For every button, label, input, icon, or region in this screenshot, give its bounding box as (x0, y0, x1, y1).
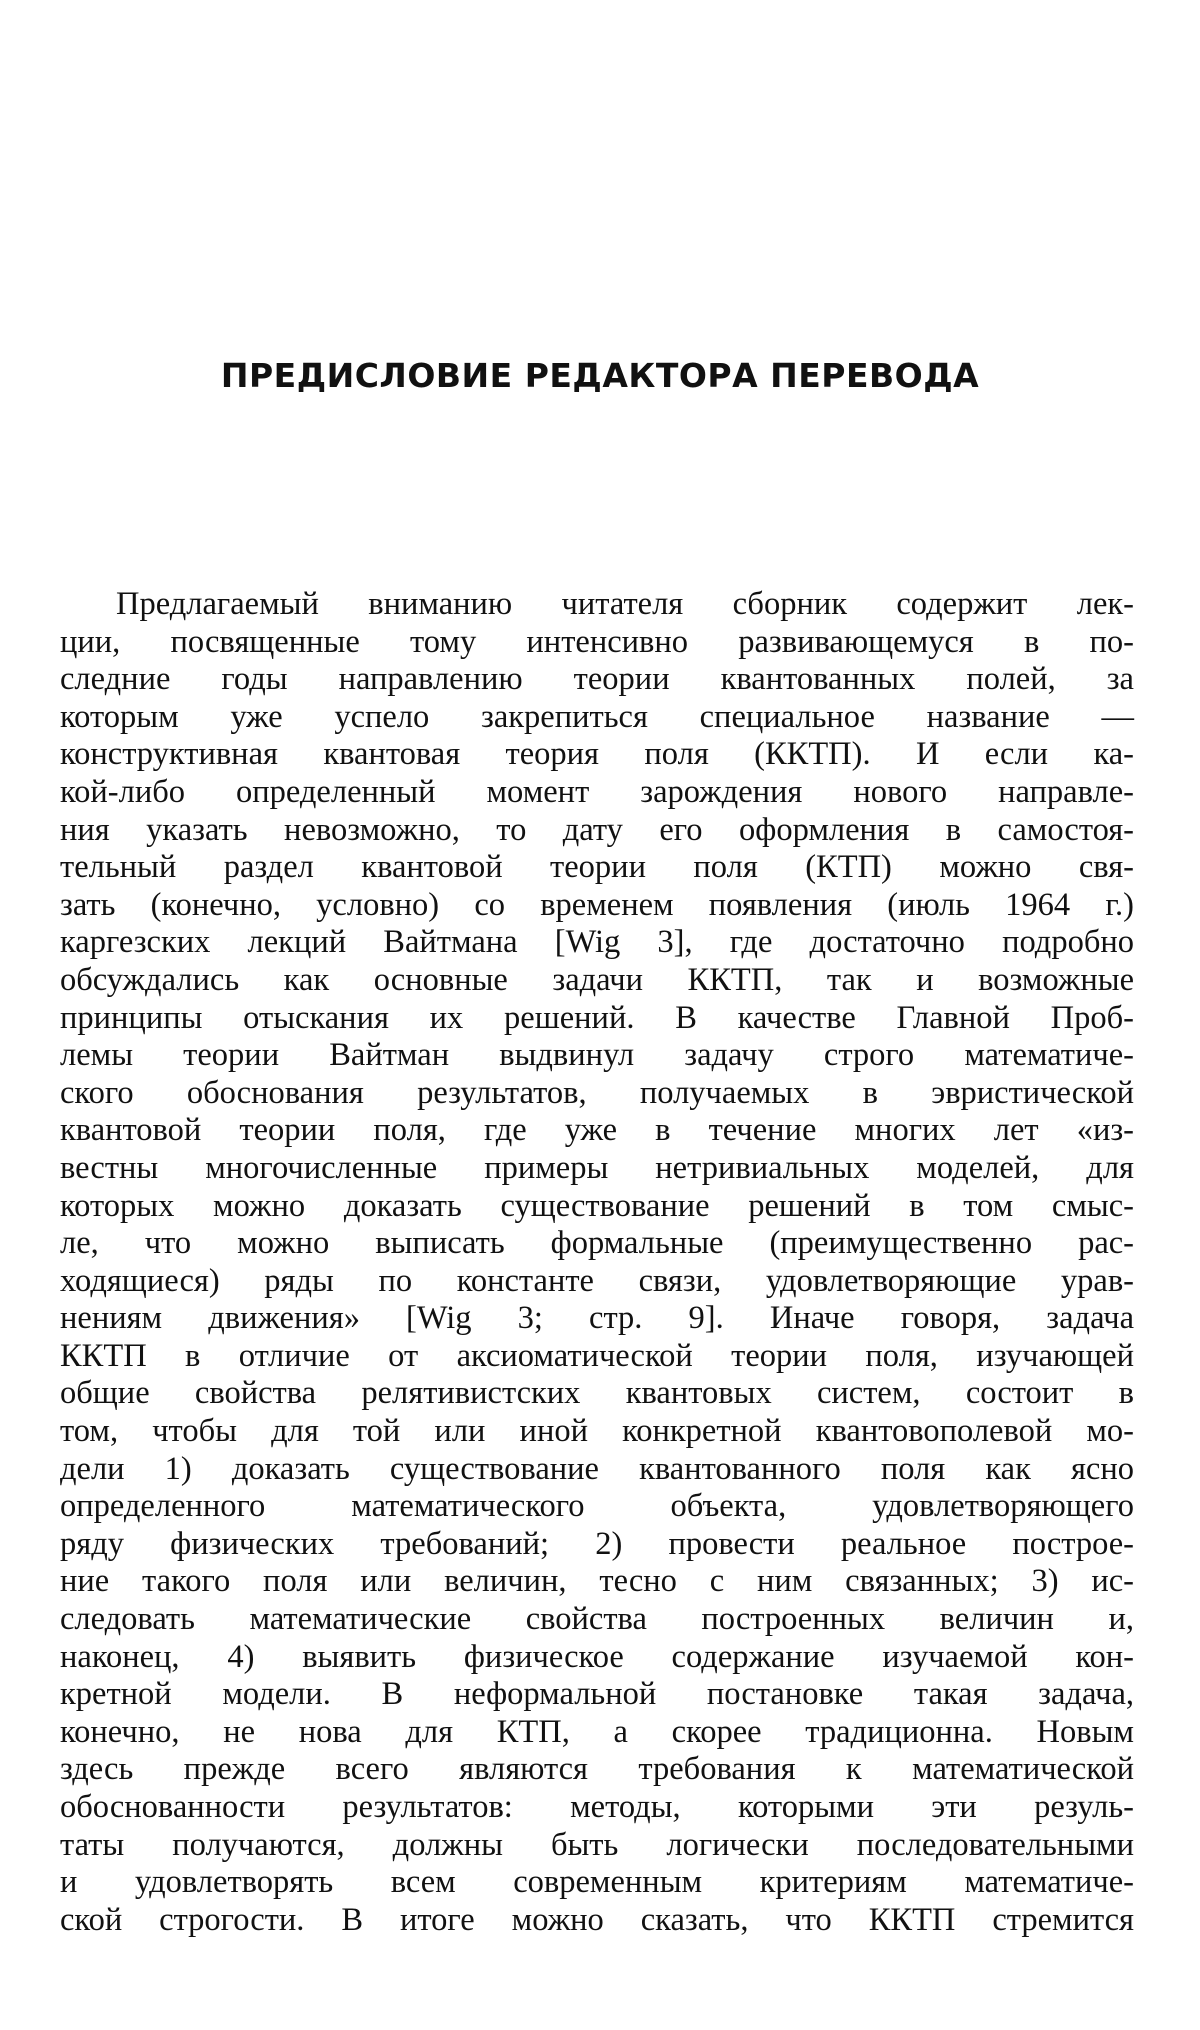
text-line: обоснованности результатов: методы, которыми эти резуль- (60, 1789, 1134, 1825)
text-line: каргезских лекций Вайтмана [Wig 3], где достаточно подробно (60, 924, 1134, 961)
text-line: ского обоснования результатов, получаемых в эвристической (60, 1074, 1134, 1111)
text-line: следние годы направлению теории квантованных полей, за (60, 661, 1134, 698)
text-line: которых можно доказать существование решений в том смыс- (60, 1187, 1134, 1224)
text-line: ния указать невозможно, то дату его оформления в самостоя- (60, 811, 1134, 848)
text-line: ние такого поля или величин, тесно с ним связанных; 3) ис- (60, 1563, 1134, 1600)
text-line: конечно, не нова для КТП, а скорее традиционна. Новым (60, 1713, 1134, 1750)
text-line: тельный раздел квантовой теории поля (КТП) можно свя- (60, 849, 1134, 886)
text-line: Предлагаемый вниманию читателя сборник содержит лек- (116, 586, 1134, 622)
text-line: следовать математические свойства построенных величин и, (60, 1601, 1134, 1638)
text-line: зать (конечно, условно) со временем появления (июль 1964 г.) (60, 886, 1134, 923)
text-line: конструктивная квантовая теория поля (ККТП). И если ка- (60, 736, 1134, 773)
text-line: вестны многочисленные примеры нетривиальных моделей, для (60, 1149, 1134, 1186)
text-line: и удовлетворять всем современным критериям математиче- (60, 1864, 1134, 1901)
text-line: таты получаются, должны быть логически последовательными (60, 1826, 1134, 1863)
text-line: дели 1) доказать существование квантованного поля как ясно (60, 1450, 1134, 1487)
body-paragraph (60, 586, 1134, 1939)
text-line: кретной модели. В неформальной постановке такая задача, (60, 1676, 1134, 1713)
text-line: квантовой теории поля, где уже в течение многих лет «из- (60, 1112, 1134, 1149)
text-line: обсуждались как основные задачи ККТП, так и возможные (60, 961, 1134, 998)
text-line: ции, посвященные тому интенсивно развивающемуся в по- (60, 623, 1134, 660)
text-line: определенного математического объекта, удовлетворяющего (60, 1488, 1134, 1525)
page-title: ПРЕДИСЛОВИЕ РЕДАКТОРА ПЕРЕВОДА (220, 356, 980, 395)
text-line: нениям движения» [Wig 3; стр. 9]. Иначе говоря, задача (60, 1300, 1134, 1337)
text-line: ряду физических требований; 2) провести реальное построе- (60, 1525, 1134, 1562)
text-line: ходящиеся) ряды по константе связи, удовлетворяющие урав- (60, 1262, 1134, 1299)
text-line: принципы отыскания их решений. В качестве Главной Проб- (60, 999, 1134, 1036)
text-line: ККТП в отличие от аксиоматической теории поля, изучающей (60, 1337, 1134, 1374)
text-line: кой-либо определенный момент зарождения нового направле- (60, 773, 1134, 810)
text-line: ле, что можно выписать формальные (преимущественно рас- (60, 1225, 1134, 1262)
text-line: наконец, 4) выявить физическое содержание изучаемой кон- (60, 1638, 1134, 1675)
text-line: которым уже успело закрепиться специальное название — (60, 698, 1134, 735)
text-line: ской строгости. В итоге можно сказать, что ККТП стремится (60, 1901, 1134, 1938)
text-line: том, чтобы для той или иной конкретной квантовополевой мо- (60, 1413, 1134, 1450)
text-line: лемы теории Вайтман выдвинул задачу строго математиче- (60, 1037, 1134, 1074)
text-line: здесь прежде всего являются требования к математической (60, 1751, 1134, 1788)
text-line: общие свойства релятивистских квантовых систем, состоит в (60, 1375, 1134, 1412)
